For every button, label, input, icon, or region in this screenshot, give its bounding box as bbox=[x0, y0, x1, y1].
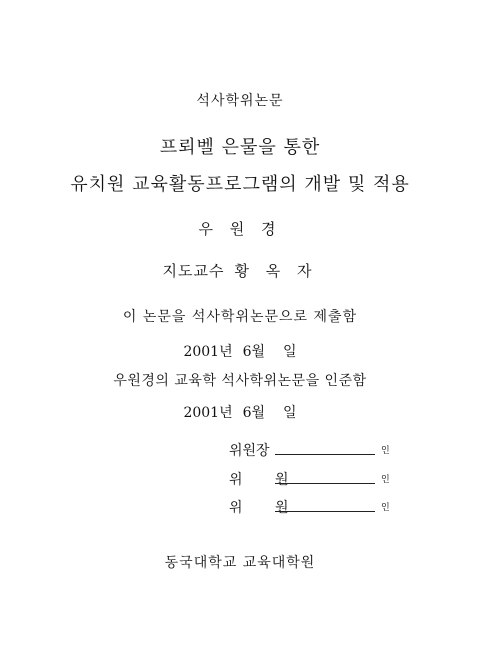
signature-line bbox=[275, 511, 375, 512]
signature-row-member-2 bbox=[229, 497, 390, 517]
thesis-title-line-2: 유치원 교육활동프로그램의 개발 및 적용 bbox=[70, 174, 410, 195]
seal-mark: 인 bbox=[381, 503, 390, 513]
committee-role-member: 위 원 bbox=[229, 500, 303, 516]
advisor-name: 황 옥 자 bbox=[234, 262, 318, 280]
institution-name: 동국대학교 교육대학원 bbox=[164, 555, 316, 571]
author-name: 우 원 경 bbox=[198, 220, 282, 238]
approval-day: 일 bbox=[283, 405, 297, 421]
submission-year: 2001년 bbox=[183, 344, 233, 360]
committee-role-member: 위 원 bbox=[229, 472, 303, 488]
approval-date bbox=[0, 402, 480, 422]
submission-month: 6월 bbox=[242, 344, 266, 360]
submission-statement: 이 논문을 석사학위논문으로 제출함 bbox=[122, 309, 358, 325]
submission-day: 일 bbox=[283, 344, 297, 360]
committee-role-chair: 위원장 bbox=[229, 443, 270, 459]
signature-row-chair bbox=[229, 440, 390, 460]
approval-year: 2001년 bbox=[183, 405, 233, 421]
seal-mark: 인 bbox=[381, 475, 390, 485]
advisor-label: 지도교수 bbox=[162, 262, 225, 280]
approval-statement: 우원경의 교육학 석사학위논문을 인준함 bbox=[113, 373, 367, 389]
signature-line bbox=[275, 483, 375, 484]
approval-month: 6월 bbox=[242, 405, 266, 421]
signature-row-member-1 bbox=[229, 469, 390, 489]
submission-date bbox=[0, 341, 480, 361]
signature-line bbox=[275, 454, 375, 455]
advisor-line bbox=[0, 260, 480, 281]
thesis-title-line-1: 프뢰벨 은물을 통한 bbox=[159, 137, 321, 158]
seal-mark: 인 bbox=[381, 446, 390, 456]
degree-type: 석사학위논문 bbox=[196, 93, 284, 109]
